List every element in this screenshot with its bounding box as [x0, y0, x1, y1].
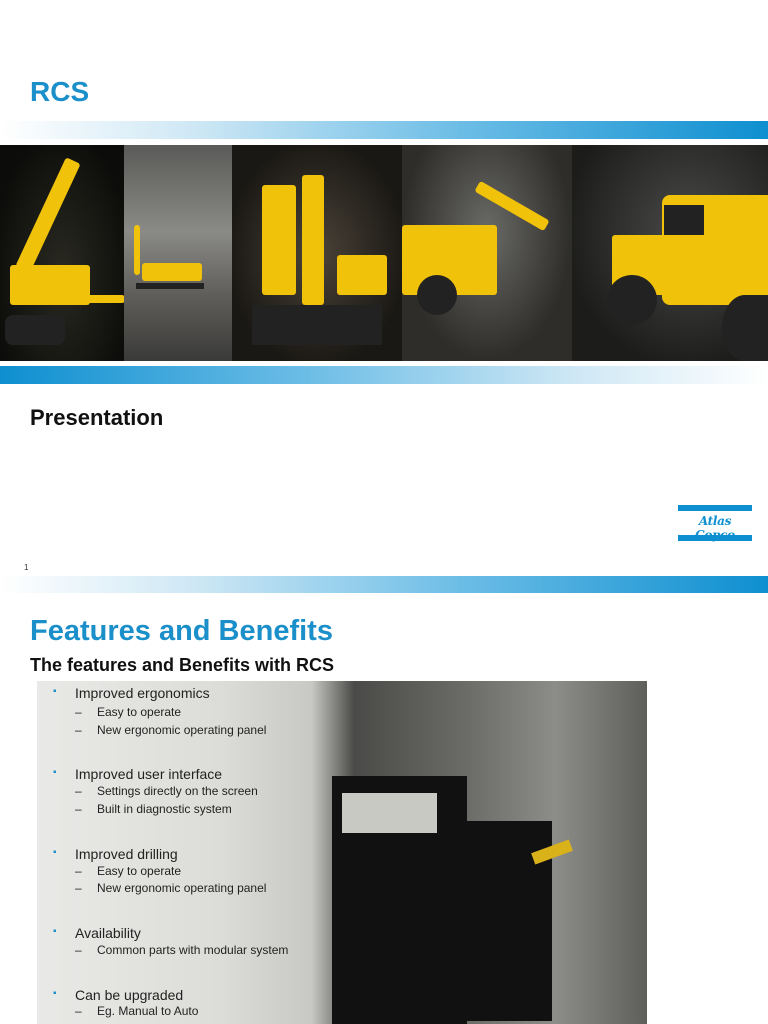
- machine-photo-strip: [0, 145, 768, 361]
- photo-underground-drill-rig: [232, 145, 402, 361]
- bullet-icon: ▪: [53, 847, 57, 858]
- feature-detail: – Settings directly on the screen: [75, 784, 258, 798]
- logo-wordmark: Atlas: [698, 514, 732, 528]
- bullet-icon: ▪: [53, 686, 57, 697]
- atlas-copco-logo: [678, 505, 752, 541]
- bullet-icon: ▪: [53, 767, 57, 778]
- slide-title: RCS: [30, 76, 90, 107]
- feature-label: Improved user interface: [75, 766, 223, 782]
- header-gradient-band: [0, 576, 768, 593]
- page-number: 1: [24, 563, 29, 572]
- bullet-icon: ▪: [53, 988, 57, 999]
- slide-subheading: The features and Benefits with RCS: [30, 655, 335, 675]
- feature-label: Improved ergonomics: [75, 685, 210, 701]
- feature-detail: – Common parts with modular system: [75, 943, 289, 957]
- feature-detail: – New ergonomic operating panel: [75, 723, 267, 737]
- photo-surface-rig-quarry: [124, 145, 232, 361]
- bullet-icon: ▪: [53, 926, 57, 937]
- feature-label: Can be upgraded: [75, 987, 184, 1003]
- feature-detail: – Eg. Manual to Auto: [75, 1004, 199, 1018]
- feature-detail: – Easy to operate: [75, 705, 182, 719]
- feature-detail: – Built in diagnostic system: [75, 802, 232, 816]
- feature-label: Availability: [75, 925, 141, 941]
- feature-label: Improved drilling: [75, 846, 178, 862]
- photo-drill-rig-tunnel: [402, 145, 572, 361]
- photo-drill-rig-night: [0, 145, 124, 361]
- header-gradient-band: [0, 121, 768, 139]
- features-slide: [0, 576, 768, 1024]
- photo-loader-underground: [572, 145, 768, 361]
- slide-title: Features and Benefits: [30, 615, 333, 647]
- feature-detail: – Easy to operate: [75, 864, 182, 878]
- footer-gradient-band: [0, 366, 768, 384]
- slide-subtitle: Presentation: [30, 405, 164, 430]
- feature-detail: – New ergonomic operating panel: [75, 881, 267, 895]
